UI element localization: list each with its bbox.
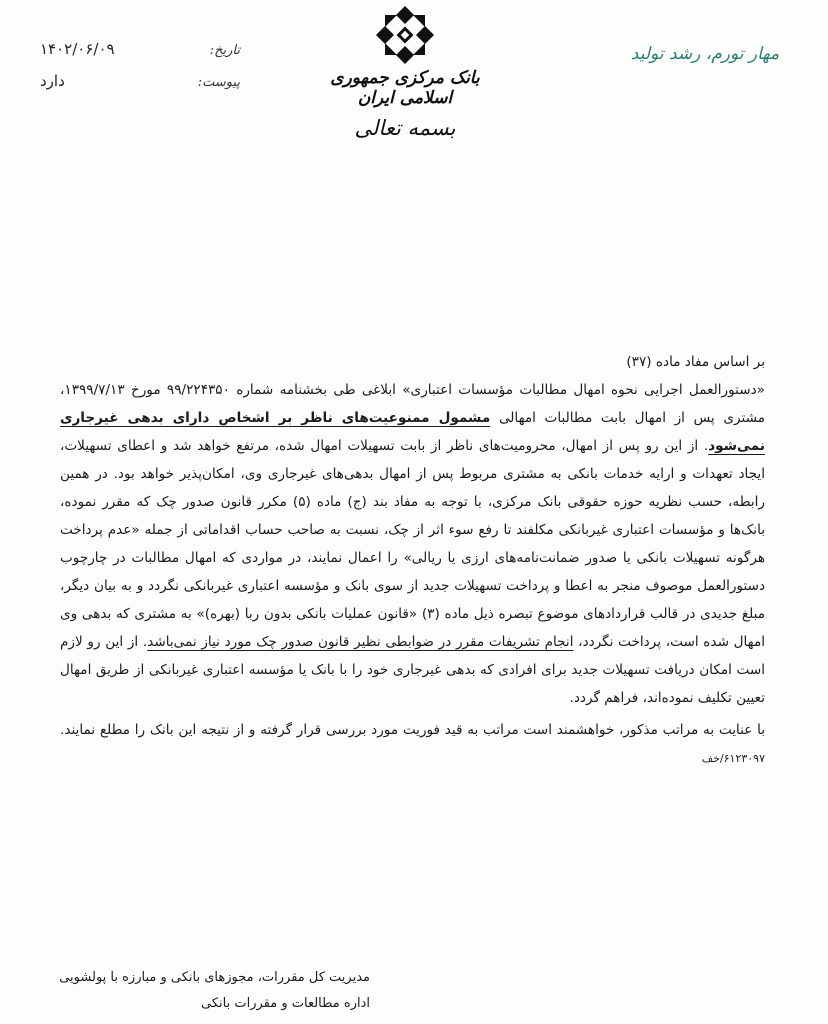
attachment-row bbox=[40, 72, 240, 90]
closing-paragraph bbox=[60, 716, 765, 773]
bold-underlined-clause-1: مشمول ممنوعیت‌های ناظر بر اشخاص دارای بدهی غیرجاری نمی‌شود bbox=[60, 410, 765, 454]
reference-code: ۶۱۲۳۰۹۷/خف bbox=[701, 752, 765, 765]
letter-body bbox=[60, 348, 765, 773]
letterhead bbox=[320, 4, 490, 140]
closing-text: با عنایت به مراتب مذکور، خواهشمند است مراتب به قید فوریت مورد بررسی قرار گرفته و از نتیجه این بانک را مطلع نمایند. bbox=[60, 722, 765, 738]
signature-dept: مدیریت کل مقررات، مجوزهای بانکی و مبارزه با پولشویی bbox=[59, 970, 370, 985]
paragraph-part-1: «دستورالعمل اجرایی نحوه امهال مطالبات مؤسسات اعتباری» ابلاغی طی بخشنامه شماره ۹۹/۲۲۴۳۵۰ مورخ ۱۳۹۹/۷/۱۳، مشتری پس از امهال بابت مطالبات امهالی bbox=[60, 382, 766, 426]
signature-block bbox=[59, 965, 370, 1017]
year-slogan bbox=[620, 44, 790, 64]
central-bank-logo-icon bbox=[374, 4, 436, 66]
paragraph-part-2: . از این رو پس از امهال، محرومیت‌های ناظر از بابت تسهیلات امهال شده، مرتفع خواهد شد و اعطای تسهیلات، ایجاد تعهدات و ارایه خدمات بانکی به مشتری مربوط پس از امهال بدهی‌های غیرجاری وی، امکان‌پذیر خواهد بود. در همین رابطه، حسب نظریه حوزه حقوقی بانک مرکزی، با توجه به مفاد بند (ج) ماده (۵) مکرر قانون صدور چک که مقرر نموده، بانک‌ها و مؤسسات اعتباری غیربانکی مکلفند تا رفع سوء اثر از چک، نسبت به صاحب حساب اقداماتی از جمله «عدم پرداخت هرگونه تسهیلات بانکی یا صدور ضمانت‌نامه‌های ارزی یا ریالی» را اعمال نمایند، در مواردی که امهال مطالبات در چارچوب دستورالعمل موصوف منجر به اعطا و پرداخت تسهیلات جدید از سوی بانک و مؤسسه اعتباری غیربانکی نگردد و به بیان دیگر، مبلغ جدیدی در قالب قراردادهای موضوع تبصره ذیل ماده (۳) «قانون عملیات بانکی بدون ربا (بهره)» به مشتری که بدهی وی امهال شده است، پرداخت نگردد، bbox=[60, 438, 765, 650]
date-row bbox=[40, 40, 240, 58]
main-paragraph bbox=[60, 376, 765, 712]
intro-line: بر اساس مفاد ماده (۳۷) bbox=[626, 354, 765, 370]
letter-meta bbox=[40, 40, 240, 104]
date-value: ۱۴۰۲/۰۶/۰۹ bbox=[40, 40, 115, 58]
paragraph-part-3: . از این رو لازم است امکان دریافت تسهیلات جدید برای افرادی که بدهی غیرجاری خود را با بانک یا مؤسسه اعتباری غیربانکی از طریق امهال تعیین تکلیف نموده‌اند، فراهم گردد. bbox=[60, 634, 765, 706]
attachment-value: دارد bbox=[40, 72, 65, 90]
signature-office: اداره مطالعات و مقررات بانکی bbox=[201, 996, 370, 1011]
bank-name: بانک مرکزی جمهوری اسلامی ایران bbox=[330, 68, 480, 108]
bismillah: بسمه تعالی bbox=[354, 116, 456, 140]
attachment-label: پیوست: bbox=[197, 75, 240, 90]
date-label: تاریخ: bbox=[209, 43, 240, 58]
slogan-text: مهار تورم، رشد تولید bbox=[630, 44, 780, 64]
underlined-clause-2: انجام تشریفات مقرر در ضوابطی نظیر قانون صدور چک مورد نیاز نمی‌باشد bbox=[147, 634, 574, 650]
